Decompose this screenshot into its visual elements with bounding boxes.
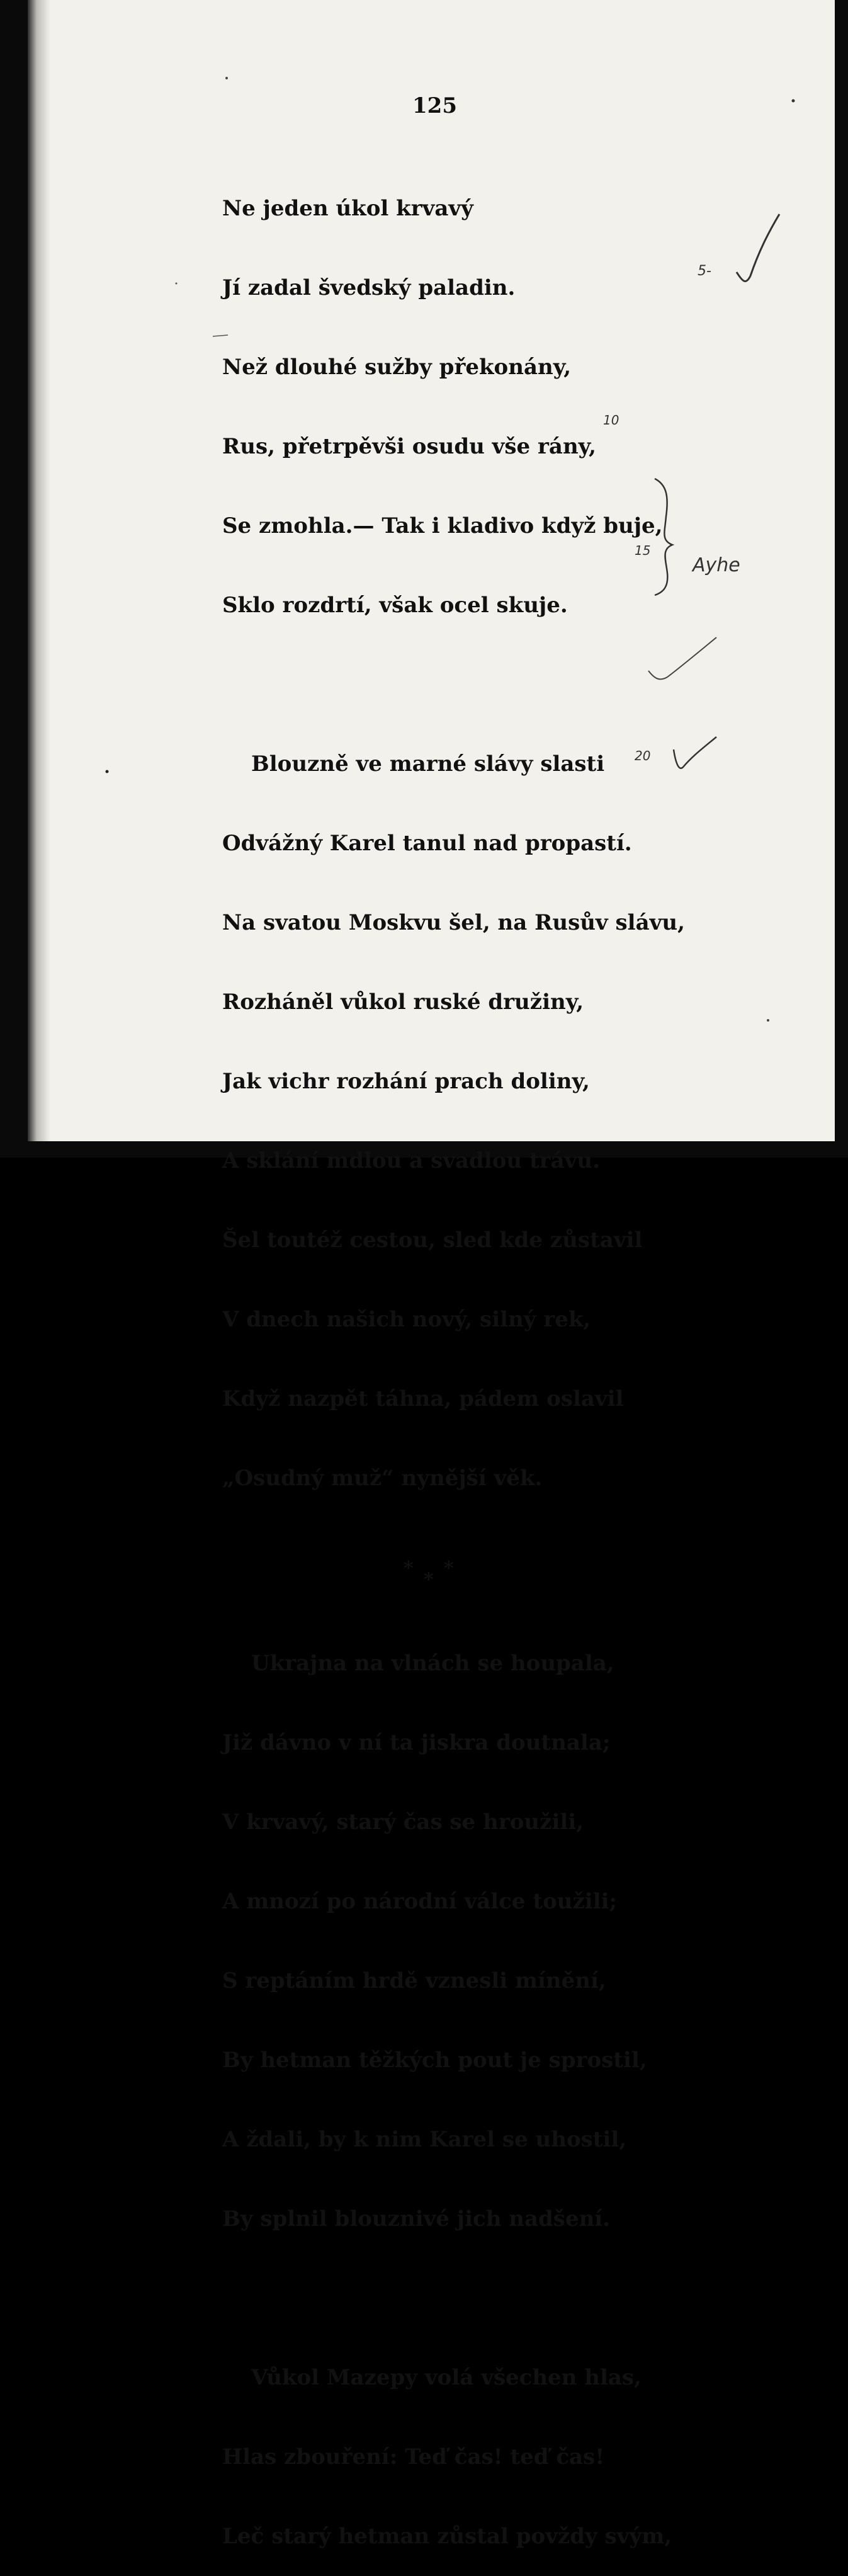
separator-star: *	[424, 1569, 434, 1591]
poem-line: „Osudný muž“ nynější věk.	[222, 1466, 543, 1491]
poem-line: Již dávno v ní ta jiskra doutnala;	[222, 1730, 611, 1755]
stanza-gap	[222, 2285, 685, 2311]
section-separator	[222, 1544, 685, 1597]
margin-annotation-10: 10	[603, 413, 619, 428]
bracket-mark	[655, 479, 672, 595]
separator-star: *	[404, 1558, 414, 1580]
poem-line: Sklo rozdrtí, však ocel skuje.	[222, 593, 568, 618]
poem-line: By splnil blouznivé jich nadšení.	[222, 2206, 611, 2231]
poem-line: Blouzně ve marné slávy slasti	[251, 751, 605, 777]
margin-handwritten-word: Ayhe	[693, 554, 740, 576]
poem-line: Odvážný Karel tanul nad propastí.	[222, 831, 632, 856]
margin-annotation-15: 15	[635, 543, 651, 558]
check-mark-icon	[674, 737, 716, 768]
pencil-marks	[0, 0, 848, 1158]
poem-line: Než dlouhé sužby překonány,	[222, 355, 572, 380]
check-mark-icon	[737, 214, 779, 282]
check-mark-icon	[648, 637, 716, 679]
poem-line: A sklání mdlou a svadlou trávu.	[222, 1148, 600, 1173]
poem-line: Se zmohla.— Tak i kladivo když buje,	[222, 513, 663, 539]
poem-line: Ne jeden úkol krvavý	[222, 196, 473, 221]
poem-line: Leč starý hetman zůstal povždy svým,	[222, 2524, 672, 2549]
poem-line: Jí zadal švedský paladin.	[222, 275, 516, 300]
poem-line: Rus, přetrpěvši osudu vše rány,	[222, 434, 597, 459]
poem-line: Vůkol Mazepy volá všechen hlas,	[251, 2365, 642, 2390]
poem-line: Hlas zbouření: Teď čas! teď čas!	[222, 2444, 605, 2470]
poem-line: S reptáním hrdě vznesli mínění,	[222, 1968, 606, 1993]
poem-line: Jak vichr rozhání prach doliny,	[222, 1069, 590, 1094]
poem-line: A ždali, by k nim Karel se uhostil,	[222, 2127, 627, 2152]
poem-line: Ukrajna na vlnách se houpala,	[251, 1651, 614, 1676]
margin-annotation-20: 20	[635, 748, 651, 763]
poem-line: Rozháněl vůkol ruské družiny,	[222, 989, 584, 1015]
poem-line: Když nazpět táhna, pádem oslavil	[222, 1386, 624, 1411]
poem-line: Na svatou Moskvu šel, na Rusův slávu,	[222, 910, 685, 935]
poem-line: Šel toutéž cestou, sled kde zůstavil	[222, 1228, 643, 1253]
page-number: 125	[412, 93, 457, 118]
dash-mark	[213, 335, 228, 336]
margin-annotation-5: 5-	[698, 263, 711, 279]
separator-star: *	[444, 1558, 454, 1580]
poem-line: By hetman těžkých pout je sprostil,	[222, 2048, 647, 2073]
poem-line: V krvavý, starý čas se hroužili,	[222, 1809, 584, 1835]
poem-line: A mnozí po národní válce toužili;	[222, 1889, 618, 1914]
poem-line: V dnech našich nový, silný rek,	[222, 1307, 591, 1332]
